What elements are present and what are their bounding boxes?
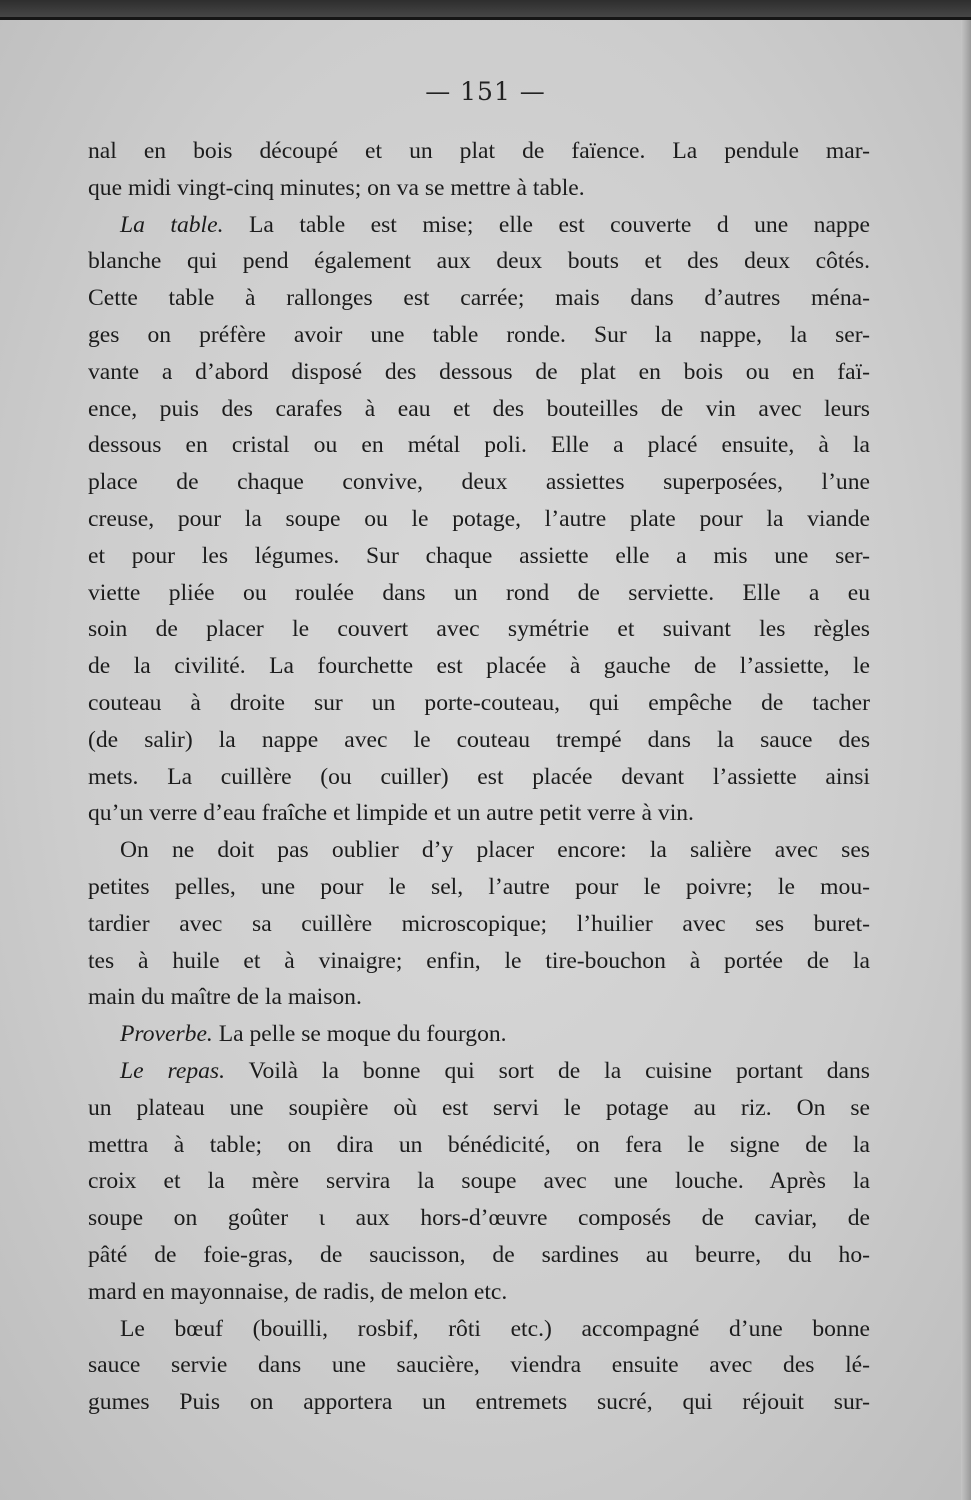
- text-line-content: gumes Puis on apportera un entremets sucré, qui réjouit sur-: [88, 1389, 870, 1416]
- text-line: [88, 1127, 870, 1164]
- text-line: [88, 1016, 870, 1053]
- text-line-content: de la civilité. La fourchette est placée à gauche de l’assiette, le: [88, 653, 870, 680]
- text-line-content: viette pliée ou roulée dans un rond de serviette. Elle a eu: [88, 579, 870, 606]
- text-line-content: place de chaque convive, deux assiettes superposées, l’une: [88, 469, 870, 496]
- text-line: [88, 1200, 870, 1237]
- text-line: [88, 1090, 870, 1127]
- text-line: [88, 501, 870, 538]
- text-line: [88, 979, 870, 1016]
- text-line: [88, 575, 870, 612]
- text-line: [88, 427, 870, 464]
- text-line-content: ges on préfère avoir une table ronde. Sur la nappe, la ser-: [88, 321, 870, 348]
- text-line: [88, 133, 870, 170]
- italic-lead-in: Proverbe.: [120, 1021, 213, 1048]
- text-line-content: qu’un verre d’eau fraîche et limpide et un autre petit verre à vin.: [88, 800, 694, 827]
- text-line: [88, 207, 870, 244]
- text-line-content: Voilà la bonne qui sort de la cuisine portant dans: [225, 1057, 870, 1084]
- text-line: [88, 1163, 870, 1200]
- text-line: [88, 280, 870, 317]
- text-line-content: mettra à table; on dira un bénédicité, on fera le signe de la: [88, 1131, 870, 1158]
- text-line-content: On ne doit pas oublier d’y placer encore: la salière avec ses: [120, 837, 870, 864]
- text-line-content: La pelle se moque du fourgon.: [212, 1021, 507, 1048]
- text-line-content: et pour les légumes. Sur chaque assiette elle a mis une ser-: [88, 542, 870, 569]
- text-line: [88, 317, 870, 354]
- text-line: [88, 832, 870, 869]
- text-line: [88, 685, 870, 722]
- text-line-content: mard en mayonnaise, de radis, de melon etc.: [88, 1278, 508, 1305]
- text-line: [88, 722, 870, 759]
- text-line: [88, 354, 870, 391]
- italic-lead-in: La table.: [120, 211, 224, 238]
- text-line-content: pâté de foie-gras, de saucisson, de sardines au beurre, du ho-: [88, 1241, 870, 1268]
- text-line: [88, 611, 870, 648]
- text-line-content: tes à huile et à vinaigre; enfin, le tire-bouchon à portée de la: [88, 947, 870, 974]
- text-line: [88, 1274, 870, 1311]
- text-line-content: soin de placer le couvert avec symétrie et suivant les règles: [88, 616, 870, 643]
- text-line-content: couteau à droite sur un porte-couteau, qui empêche de tacher: [88, 689, 870, 716]
- text-line: [88, 1053, 870, 1090]
- text-line: [88, 538, 870, 575]
- italic-lead-in: Le repas.: [120, 1057, 226, 1084]
- text-line: [88, 391, 870, 428]
- text-line-content: creuse, pour la soupe ou le potage, l’autre plate pour la viande: [88, 505, 870, 532]
- text-line-content: vante a d’abord disposé des dessous de plat en bois ou en faï-: [88, 358, 870, 385]
- text-line-content: que midi vingt-cinq minutes; on va se mettre à table.: [88, 174, 585, 201]
- page-number: — 151 —: [425, 77, 546, 106]
- text-line-content: blanche qui pend également aux deux bouts et des deux côtés.: [88, 248, 870, 275]
- text-line-content: La table est mise; elle est couverte d une nappe: [223, 211, 870, 238]
- text-line-content: nal en bois découpé et un plat de faïence. La pendule mar-: [88, 138, 870, 164]
- text-line: [88, 1311, 870, 1348]
- text-line-content: sauce servie dans une saucière, viendra ensuite avec des lé-: [88, 1352, 870, 1379]
- page-body-text: [88, 133, 870, 1421]
- text-line-content: ence, puis des carafes à eau et des bouteilles de vin avec leurs: [88, 395, 870, 422]
- book-page: [0, 20, 971, 1500]
- text-line: [88, 1347, 870, 1384]
- text-line: [88, 759, 870, 796]
- text-line-content: soupe on goûter ι aux hors-d’œuvre composés de caviar, de: [88, 1205, 870, 1232]
- text-line: [88, 648, 870, 685]
- text-line: [88, 869, 870, 906]
- text-line-content: croix et la mère servira la soupe avec une louche. Après la: [88, 1168, 870, 1195]
- text-line: [88, 464, 870, 501]
- text-line: [88, 243, 870, 280]
- text-line-content: main du maître de la maison.: [88, 984, 362, 1011]
- text-line: [88, 906, 870, 943]
- text-line-content: tardier avec sa cuillère microscopique; l’huilier avec ses buret-: [88, 910, 870, 937]
- text-line: [88, 170, 870, 207]
- scan-top-border: [0, 0, 971, 20]
- text-line-content: dessous en cristal ou en métal poli. Elle a placé ensuite, à la: [88, 432, 870, 459]
- text-line-content: (de salir) la nappe avec le couteau trempé dans la sauce des: [88, 726, 870, 753]
- text-line: [88, 1237, 870, 1274]
- page-right-edge: [961, 20, 971, 1500]
- text-line-content: mets. La cuillère (ou cuiller) est placée devant l’assiette ainsi: [88, 763, 870, 790]
- text-line-content: petites pelles, une pour le sel, l’autre pour le poivre; le mou-: [88, 873, 870, 900]
- text-line: [88, 943, 870, 980]
- text-line-content: un plateau une soupière où est servi le potage au riz. On se: [88, 1094, 870, 1121]
- text-line-content: Cette table à rallonges est carrée; mais dans d’autres ména-: [88, 285, 870, 312]
- text-line-content: Le bœuf (bouilli, rosbif, rôti etc.) accompagné d’une bonne: [120, 1315, 870, 1342]
- text-line: [88, 795, 870, 832]
- text-line: [88, 1384, 870, 1421]
